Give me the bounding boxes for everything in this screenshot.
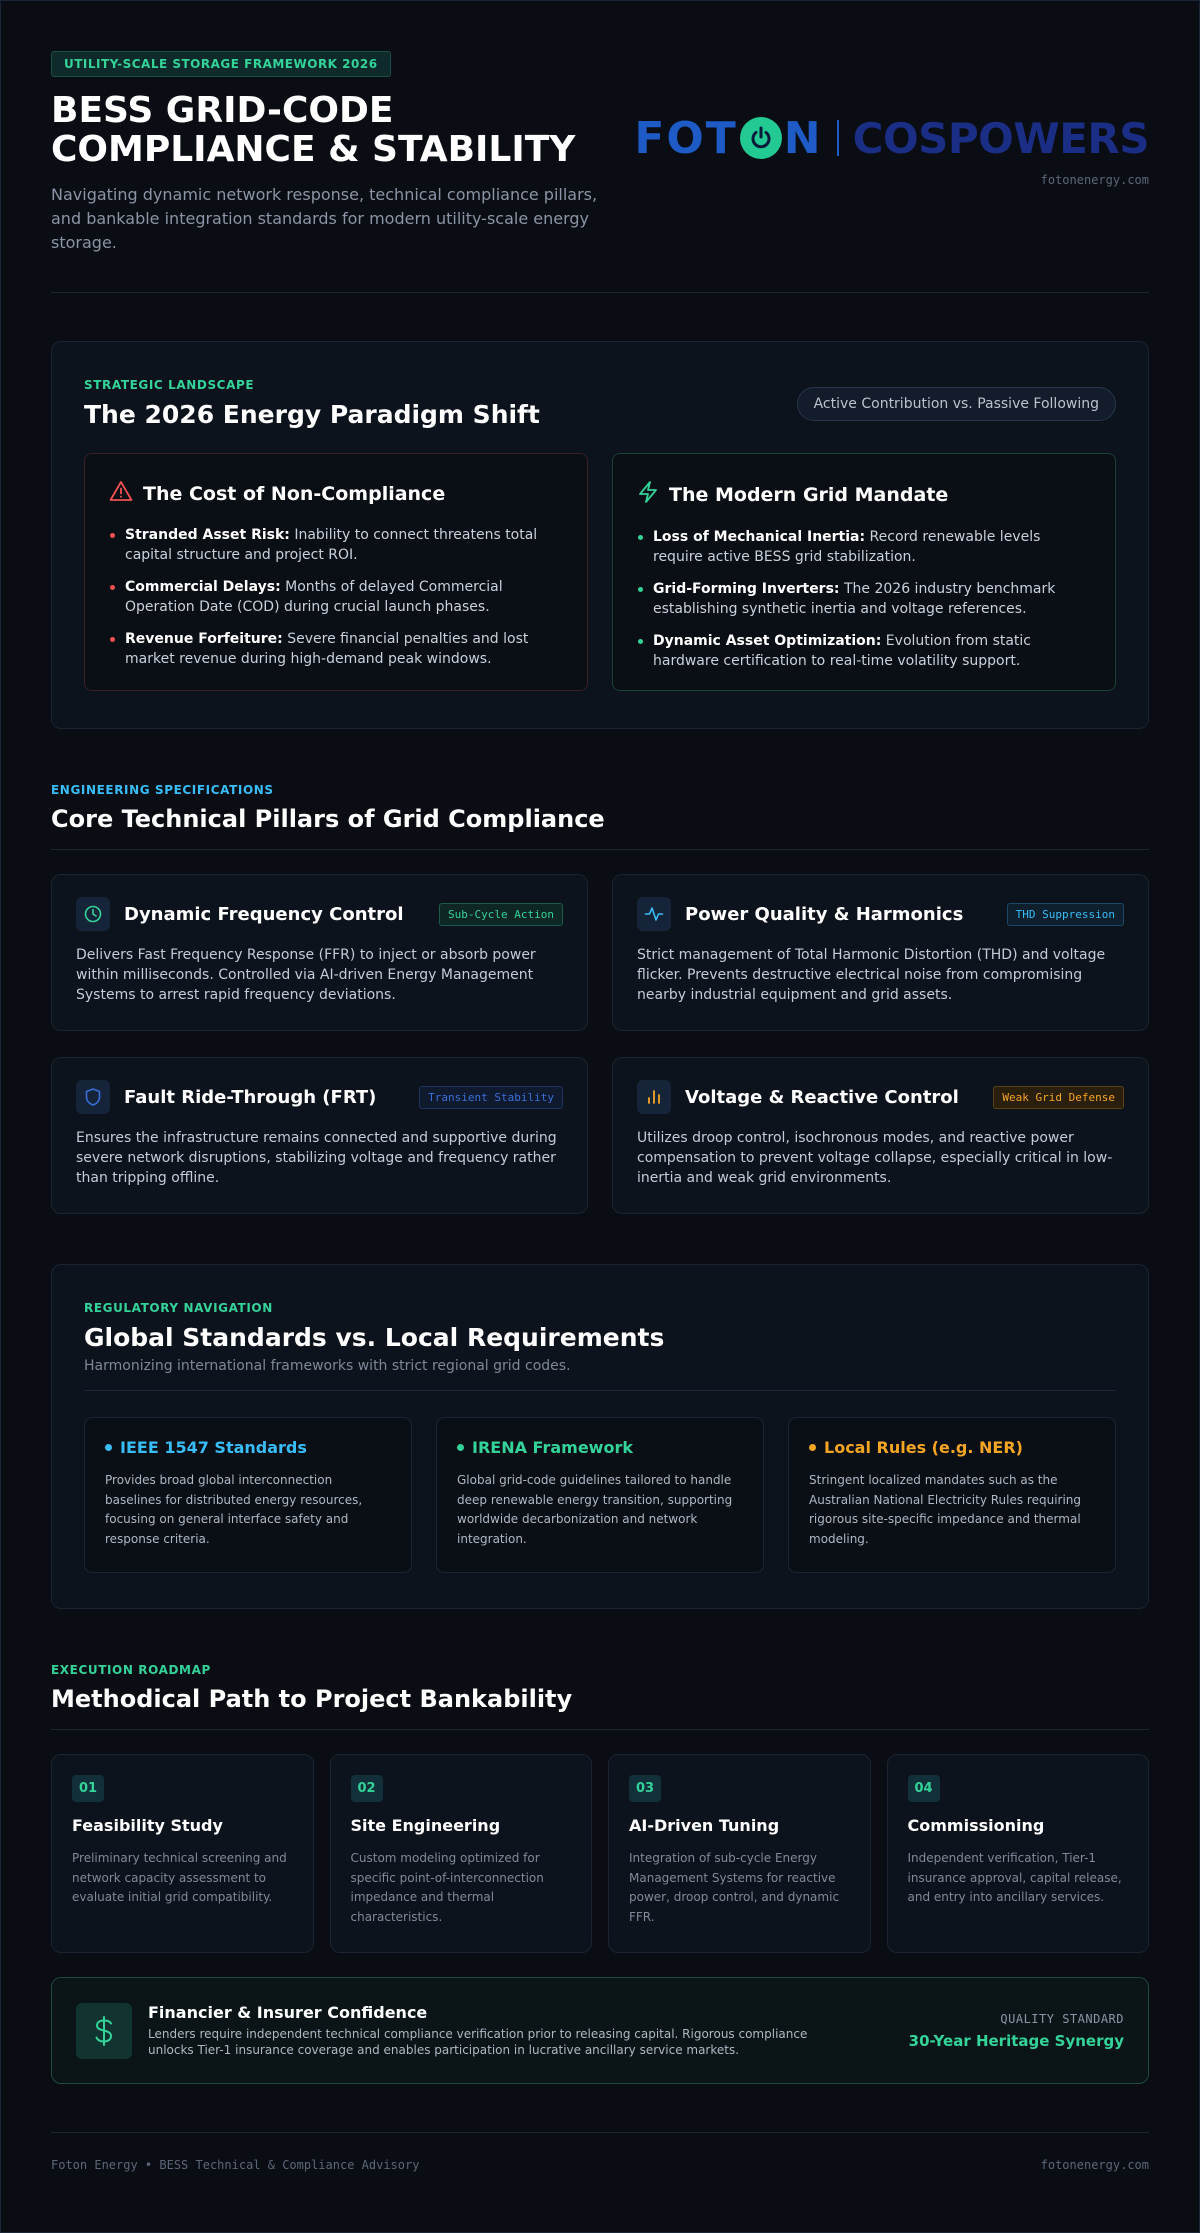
step-title: Site Engineering xyxy=(350,1816,501,1835)
comparison-badge: Active Contribution vs. Passive Following xyxy=(797,387,1116,421)
pillar-tag: THD Suppression xyxy=(1007,903,1124,926)
section-eyebrow: STRATEGIC LANDSCAPE xyxy=(84,378,255,392)
quality-label: QUALITY STANDARD xyxy=(1000,2011,1124,2026)
pillars-header xyxy=(51,783,1149,850)
header-url[interactable]: fotonenergy.com xyxy=(1040,173,1149,187)
pillar-card-frt xyxy=(51,1057,588,1214)
standard-title: Local Rules (e.g. NER) xyxy=(824,1438,1023,1457)
financier-banner xyxy=(51,1977,1149,2084)
list-item: Dynamic Asset Optimization: Evolution from static hardware certification to real-time volatility support. xyxy=(637,631,1091,671)
section-title: Methodical Path to Project Bankability xyxy=(51,1685,573,1713)
step-number: 04 xyxy=(908,1775,940,1802)
lightning-icon xyxy=(637,480,659,509)
step-description: Integration of sub-cycle Energy Management Systems for reactive power, droop control, and dynamic FFR. xyxy=(629,1851,840,1924)
roadmap-steps xyxy=(51,1754,1149,1953)
warning-icon xyxy=(109,480,133,507)
roadmap-step xyxy=(887,1754,1150,1953)
pillar-card-harmonics xyxy=(612,874,1149,1031)
financier-title: Financier & Insurer Confidence xyxy=(148,2003,428,2022)
section-eyebrow: ENGINEERING SPECIFICATIONS xyxy=(51,783,274,797)
power-icon xyxy=(740,117,782,159)
list-item: Grid-Forming Inverters: The 2026 industry benchmark establishing synthetic inertia and voltage references. xyxy=(637,579,1091,619)
step-number: 02 xyxy=(351,1775,383,1802)
pillar-tag: Transient Stability xyxy=(419,1086,563,1109)
page-title: BESS GRID-CODE COMPLIANCE & STABILITY xyxy=(51,90,576,170)
step-description: Preliminary technical screening and network capacity assessment to evaluate initial grid compatibility. xyxy=(72,1851,287,1904)
section-eyebrow: REGULATORY NAVIGATION xyxy=(84,1301,273,1315)
brand-logo xyxy=(629,113,1149,163)
pulse-icon xyxy=(637,897,671,931)
pillar-description: Ensures the infrastructure remains connected and supportive during severe network disruptions, stabilizing voltage and frequency rather than tripping offline. xyxy=(76,1130,557,1186)
logo-divider xyxy=(837,120,839,156)
footer-url[interactable]: fotonenergy.com xyxy=(1040,2158,1149,2172)
bullet-dot xyxy=(457,1444,464,1451)
step-description: Custom modeling optimized for specific point-of-interconnection impedance and thermal characteristics. xyxy=(350,1851,544,1924)
list-item: Commercial Delays: Months of delayed Commercial Operation Date (COD) during crucial launch phases. xyxy=(109,577,563,617)
standard-description: Provides broad global interconnection baselines for distributed energy resources, focusing on general interface safety and response criteria. xyxy=(105,1473,363,1546)
pillar-card-frequency xyxy=(51,874,588,1031)
pillars-grid xyxy=(51,874,1149,1214)
roadmap-step xyxy=(608,1754,871,1953)
step-title: Feasibility Study xyxy=(72,1816,223,1835)
footer xyxy=(51,2132,1149,2172)
standard-description: Stringent localized mandates such as the Australian National Electricity Rules requiring rigorous site-specific impedance and thermal modeling. xyxy=(809,1473,1082,1546)
pillar-tag: Sub-Cycle Action xyxy=(439,903,563,926)
shield-icon xyxy=(76,1080,110,1114)
roadmap-step xyxy=(330,1754,593,1953)
clock-icon xyxy=(76,897,110,931)
list-item: Loss of Mechanical Inertia: Record renewable levels require active BESS grid stabilization. xyxy=(637,527,1091,567)
bar-chart-icon xyxy=(637,1080,671,1114)
section-title: Core Technical Pillars of Grid Compliance xyxy=(51,805,605,833)
pillar-description: Utilizes droop control, isochronous modes, and reactive power compensation to prevent voltage collapse, especially critical in low-inertia and weak grid environments. xyxy=(637,1130,1113,1186)
section-subtitle: Harmonizing international frameworks with strict regional grid codes. xyxy=(84,1358,1116,1391)
bullet-dot xyxy=(809,1444,816,1451)
mandate-card-title: The Modern Grid Mandate xyxy=(669,483,949,506)
pillar-description: Strict management of Total Harmonic Distortion (THD) and voltage flicker. Prevents destructive electrical noise from compromising nearby industrial equipment and grid assets. xyxy=(637,947,1106,1003)
bullet-dot xyxy=(105,1444,112,1451)
page-subtitle: Navigating dynamic network response, technical compliance pillars, and bankable integration standards for modern utility-scale energy storage. xyxy=(51,185,598,252)
standard-card-ieee xyxy=(84,1417,412,1573)
footer-credit: Foton Energy • BESS Technical & Compliance Advisory xyxy=(51,2158,420,2172)
strategic-landscape-section xyxy=(51,341,1149,729)
dollar-icon xyxy=(76,2003,132,2059)
foton-logo: FOT N xyxy=(634,112,823,164)
list-item: Revenue Forfeiture: Severe financial penalties and lost market revenue during high-demand peak windows. xyxy=(109,629,563,669)
pillar-description: Delivers Fast Frequency Response (FFR) to inject or absorb power within milliseconds. Controlled via AI-driven Energy Management Systems to arrest rapid frequency deviations. xyxy=(76,947,536,1003)
framework-tag: UTILITY-SCALE STORAGE FRAMEWORK 2026 xyxy=(51,51,391,77)
standard-title: IEEE 1547 Standards xyxy=(120,1438,307,1457)
pillar-tag: Weak Grid Defense xyxy=(993,1086,1124,1109)
section-title: The 2026 Energy Paradigm Shift xyxy=(84,400,540,429)
pillar-title: Dynamic Frequency Control xyxy=(124,903,404,925)
pillar-title: Voltage & Reactive Control xyxy=(685,1086,959,1108)
standard-title: IRENA Framework xyxy=(472,1438,633,1457)
pillar-title: Fault Ride-Through (FRT) xyxy=(124,1086,377,1108)
step-description: Independent verification, Tier-1 insurance approval, capital release, and entry into ancillary services. xyxy=(907,1851,1122,1904)
cost-card-title: The Cost of Non-Compliance xyxy=(143,482,446,505)
standard-card-local xyxy=(788,1417,1116,1573)
pillar-card-voltage xyxy=(612,1057,1149,1214)
cospowers-logo: COSPOWERS xyxy=(852,113,1149,163)
step-title: AI-Driven Tuning xyxy=(629,1816,780,1835)
step-number: 01 xyxy=(72,1775,104,1802)
list-item: Stranded Asset Risk: Inability to connect threatens total capital structure and project ROI. xyxy=(109,525,563,565)
standard-card-irena xyxy=(436,1417,764,1573)
financier-description: Lenders require independent technical compliance verification prior to releasing capital. Rigorous compliance unlocks Tier-1 insurance coverage and enables participation in lucrative ancillary service markets. xyxy=(148,2027,808,2057)
roadmap-step xyxy=(51,1754,314,1953)
roadmap-header xyxy=(51,1663,1149,1730)
regulatory-section xyxy=(51,1264,1149,1609)
section-eyebrow: EXECUTION ROADMAP xyxy=(51,1663,211,1677)
quality-value: 30-Year Heritage Synergy xyxy=(908,2031,1124,2050)
cost-card xyxy=(84,453,588,691)
step-title: Commissioning xyxy=(907,1816,1045,1835)
mandate-card xyxy=(612,453,1116,691)
header xyxy=(51,51,1149,293)
step-number: 03 xyxy=(629,1775,661,1802)
pillar-title: Power Quality & Harmonics xyxy=(685,903,964,925)
section-title: Global Standards vs. Local Requirements xyxy=(84,1323,665,1352)
standard-description: Global grid-code guidelines tailored to handle deep renewable energy transition, supporting worldwide decarbonization and network integration. xyxy=(457,1473,733,1546)
